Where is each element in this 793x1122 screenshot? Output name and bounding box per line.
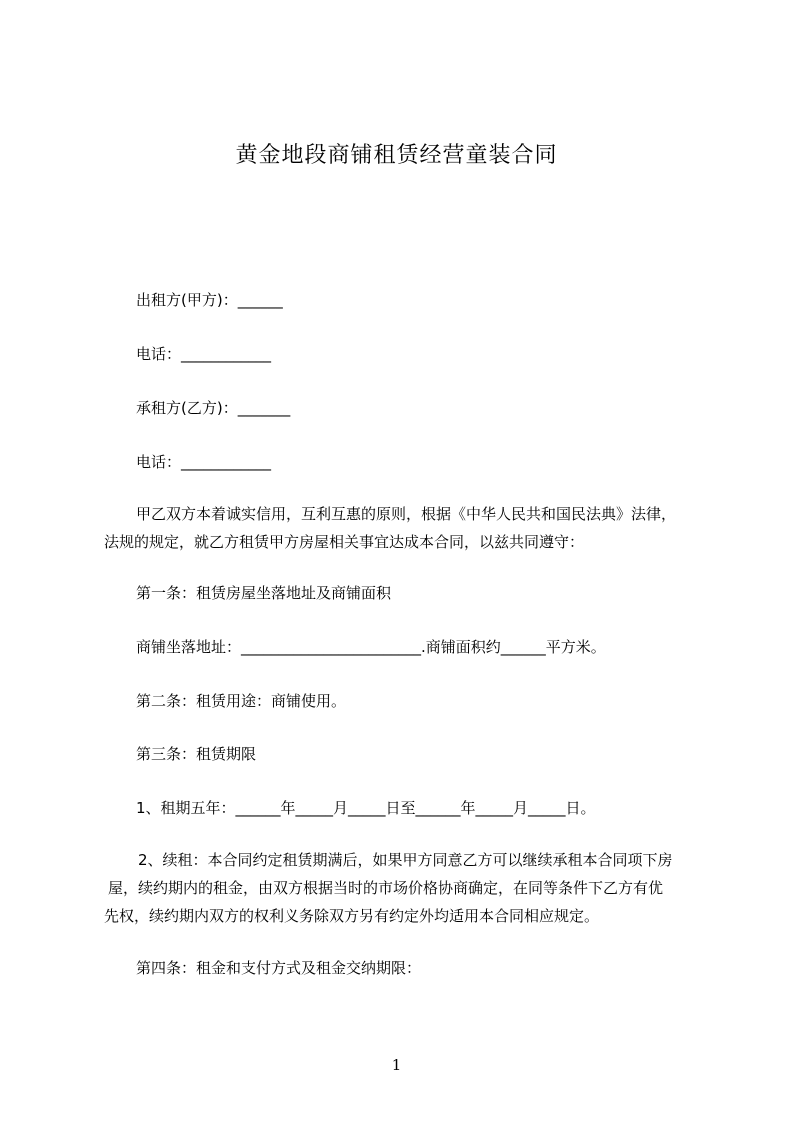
- lease-term-line: 1、租期五年：______年_____月_____日至______年_____月_____日。: [136, 799, 596, 817]
- lessee-line: 承租方(乙方)：_______: [136, 399, 291, 417]
- intro-line-2: 法规的规定，就乙方租赁甲方房屋相关事宜达成本合同，以兹共同遵守：: [104, 533, 585, 551]
- renewal-paragraph: [104, 846, 704, 930]
- page-number: 1: [391, 1056, 402, 1074]
- lessor-phone-line: 电话：____________: [136, 345, 272, 363]
- intro-line-1: 甲乙双方本着诚实信用，互利互惠的原则，根据《中华人民共和国民法典》法律，: [136, 505, 677, 523]
- document-title: 黄金地段商铺租赁经营童装合同: [235, 143, 558, 168]
- intro-paragraph: [104, 500, 704, 556]
- shop-address-line: 商铺坐落地址：________________________.商铺面积约______平方米。: [136, 638, 606, 656]
- renewal-line-2: 屋，续约期内的租金，由双方根据当时的市场价格协商确定，在同等条件下乙方有优: [108, 879, 664, 897]
- renewal-line-3: 先权，续约期内双方的权利义务除双方另有约定外均适用本合同相应规定。: [104, 907, 600, 925]
- lessor-line: 出租方(甲方)：______: [136, 291, 283, 309]
- article1-heading: 第一条：租赁房屋坐落地址及商铺面积: [136, 584, 392, 602]
- article4-heading: 第四条：租金和支付方式及租金交纳期限：: [136, 959, 422, 977]
- article2-line: 第二条：租赁用途：商铺使用。: [136, 692, 347, 710]
- lessee-phone-line: 电话：____________: [136, 453, 272, 471]
- renewal-line-1: 2、续租：本合同约定租赁期满后，如果甲方同意乙方可以继续承租本合同项下房: [138, 851, 673, 869]
- article3-heading: 第三条：租赁期限: [136, 745, 257, 763]
